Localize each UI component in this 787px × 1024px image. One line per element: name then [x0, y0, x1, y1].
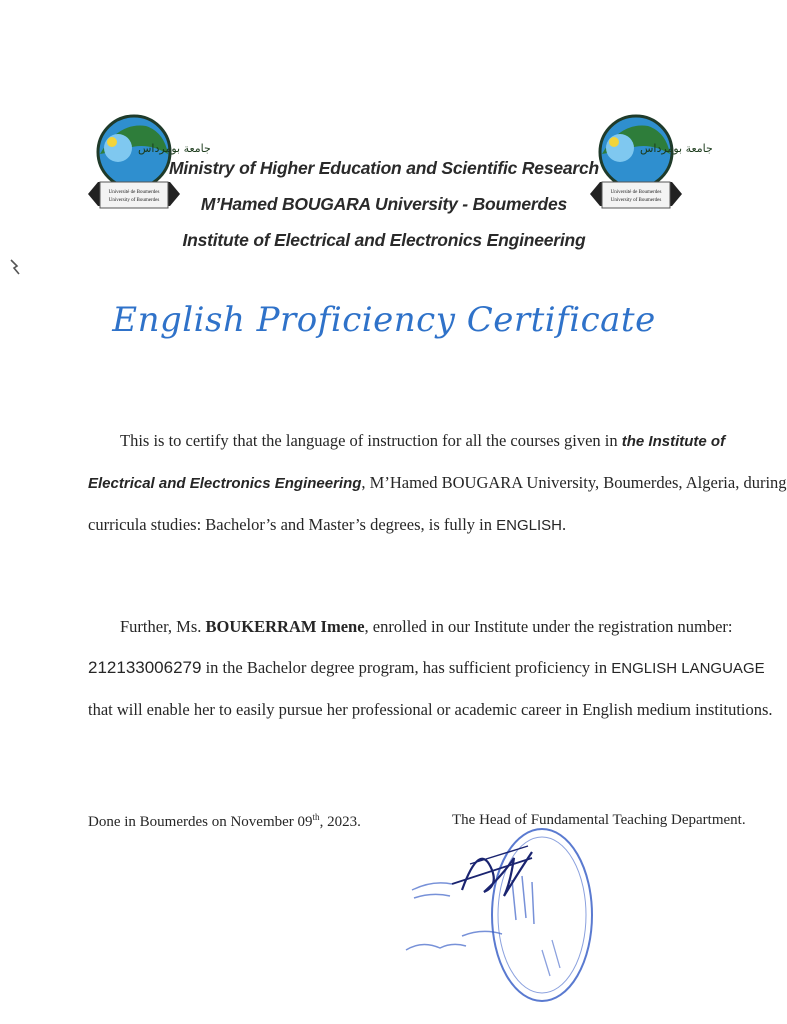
header-institute: Institute of Electrical and Electronics Engineering — [182, 230, 586, 250]
paragraph1-line1: This is to certify that the language of instruction for all the courses given in the Institute of — [120, 431, 726, 450]
official-stamp — [392, 800, 612, 1010]
svg-text:Université de Boumerdes: Université de Boumerdes — [610, 190, 662, 195]
paragraph2-line3: that will enable her to easily pursue her professional or academic career in English medium institutions. — [88, 700, 773, 719]
paragraph2-line2: 212133006279 in the Bachelor degree program, has sufficient proficiency in ENGLISH LANGUAGE — [88, 658, 765, 677]
paragraph1-line3: curricula studies: Bachelor’s and Master’s degrees, is fully in ENGLISH. — [88, 515, 567, 534]
language-emphasis: ENGLISH — [496, 517, 562, 534]
header-ministry: Ministry of Higher Education and Scientific Research — [168, 158, 600, 178]
signature — [452, 846, 532, 896]
svg-text:جامعة بومرداس: جامعة بومرداس — [138, 142, 211, 155]
language-emphasis: ENGLISH LANGUAGE — [611, 660, 765, 677]
institute-emphasis: the Institute of — [621, 433, 726, 450]
header-university: M’Hamed BOUGARA University - Boumerdes — [200, 194, 568, 214]
svg-text:University of Boumerdes: University of Boumerdes — [108, 198, 160, 203]
certification-paragraph — [88, 420, 787, 546]
certificate-title: English Proficiency Certificate — [112, 300, 656, 340]
issue-date: Done in Boumerdes on November 09th, 2023. — [88, 812, 361, 830]
svg-text:Université de Boumerdes: Université de Boumerdes — [108, 190, 160, 195]
scan-speck — [8, 258, 22, 276]
svg-text:University of Boumerdes: University of Boumerdes — [610, 198, 662, 203]
paragraph1-line2: Electrical and Electronics Engineering, M’Hamed BOUGARA University, Boumerdes, Algeria, during — [88, 473, 787, 492]
institution-header — [150, 150, 618, 258]
signatory-title: The Head of Fundamental Teaching Department. — [452, 812, 746, 828]
student-name: BOUKERRAM Imene — [205, 617, 365, 636]
registration-number: 212133006279 — [88, 658, 202, 677]
institute-emphasis: Electrical and Electronics Engineering — [88, 475, 362, 492]
svg-text:جامعة بومرداس: جامعة بومرداس — [640, 142, 713, 155]
paragraph2-line1: Further, Ms. BOUKERRAM Imene, enrolled in our Institute under the registration number: — [120, 617, 733, 636]
proficiency-paragraph — [88, 606, 773, 730]
